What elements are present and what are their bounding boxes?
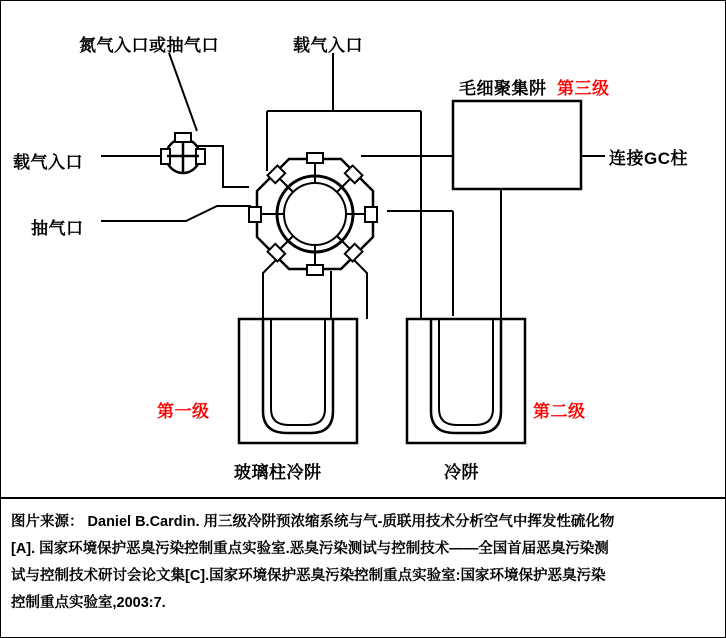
label-stage-one: 第一级	[157, 402, 210, 421]
caption-line-1: 图片来源： Daniel B.Cardin. 用三级冷阱预浓缩系统与气-质联用技术分析空气中挥发性硫化物	[11, 514, 615, 530]
line-vent-port	[101, 206, 251, 221]
line-valve-to-stage1-left	[263, 259, 277, 319]
caption-line-2: [A]. 国家环境保护恶臭污染控制重点实验室.恶臭污染测试与控制技术——全国首届恶臭污染测	[11, 541, 609, 557]
label-carrier-gas-inlet-left: 载气入口	[13, 153, 83, 172]
caption-line-4: 控制重点实验室,2003:7.	[11, 595, 166, 611]
multiport-valve	[249, 153, 377, 275]
leader-nitrogen-inlet	[169, 53, 197, 131]
caption-line-3: 试与控制技术研讨会论文集[C].国家环境保护恶臭污染控制重点实验室:国家环境保护恶臭污染	[11, 568, 606, 584]
cold-trap-assembly	[407, 319, 525, 443]
label-capillary-focusing-trap: 毛细聚集阱	[459, 79, 547, 98]
label-cold-trap: 冷阱	[444, 463, 479, 482]
line-valve-to-stage1-right	[353, 259, 367, 319]
glass-cold-trap-assembly	[239, 319, 357, 443]
valve-schematic-svg	[1, 1, 725, 497]
label-carrier-gas-inlet-top: 载气入口	[293, 36, 363, 55]
label-stage-three: 第三级	[557, 79, 610, 98]
label-glass-cold-trap: 玻璃柱冷阱	[234, 463, 322, 482]
diagram-area	[1, 1, 725, 497]
rotary-pump-icon	[161, 133, 205, 173]
label-stage-two: 第二级	[533, 402, 586, 421]
figure-caption	[1, 497, 725, 637]
label-connect-gc-column: 连接GC柱	[609, 149, 688, 168]
label-vent-port: 抽气口	[31, 219, 84, 238]
label-nitrogen-inlet: 氮气入口或抽气口	[79, 36, 219, 55]
capillary-trap-box	[453, 101, 581, 189]
